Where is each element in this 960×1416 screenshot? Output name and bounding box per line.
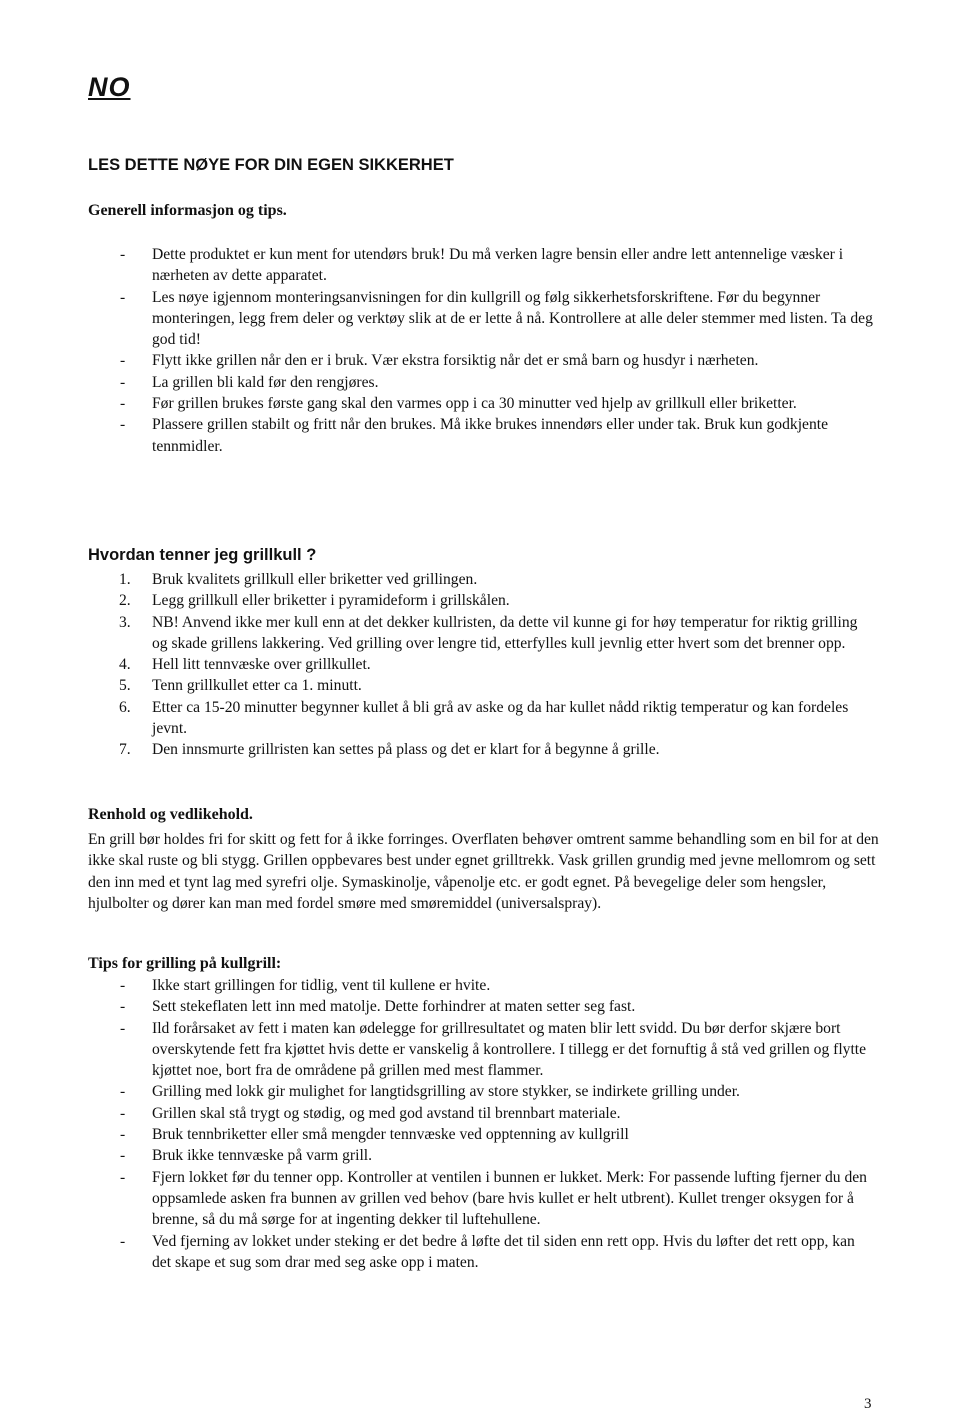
tips-list <box>0 975 960 1273</box>
step-text: Den innsmurte grillristen kan settes på plass og det er klart for å begynne å grille. <box>152 741 660 759</box>
list-item <box>0 1103 960 1124</box>
list-item <box>0 393 960 414</box>
list-item-text: Dette produktet er kun ment for utendørs bruk! Du må verken lagre bensin eller andre lett antennelige væsker i nærheten av dette apparatet. <box>152 246 844 285</box>
step-number: 1. <box>119 571 131 588</box>
bullet-dash: - <box>120 1147 126 1165</box>
general-info-heading: Generell informasjon og tips. <box>88 202 287 219</box>
lighting-heading: Hvordan tenner jeg grillkull ? <box>88 546 317 564</box>
step-number: 5. <box>119 677 131 695</box>
step-item <box>0 675 960 696</box>
tips-heading: Tips for grilling på kullgrill: <box>88 955 282 972</box>
cleaning-heading: Renhold og vedlikehold. <box>88 806 253 823</box>
bullet-dash: - <box>120 1019 126 1037</box>
list-item-text: Flytt ikke grillen når den er i bruk. Vær ekstra forsiktig når det er små barn og husdyr i nærheten. <box>152 352 759 370</box>
list-item <box>0 1124 960 1145</box>
step-number: 7. <box>119 741 131 759</box>
step-item <box>0 654 960 675</box>
list-item-text: Grillen skal stå trygt og stødig, og med god avstand til brennbart materiale. <box>152 1104 621 1122</box>
list-item-text: Bruk ikke tennvæske på varm grill. <box>152 1147 373 1165</box>
list-item-text: Sett stekeflaten lett inn med matolje. Dette forhindrer at maten setter seg fast. <box>152 998 636 1016</box>
step-item <box>0 612 960 655</box>
bullet-dash: - <box>120 373 126 391</box>
bullet-dash: - <box>120 1104 126 1122</box>
step-text: Tenn grillkullet etter ca 1. minutt. <box>152 677 362 695</box>
list-item-text: Grilling med lokk gir mulighet for langtidsgrilling av store stykker, se indirkete grilling under. <box>152 1083 740 1101</box>
list-item <box>0 414 960 457</box>
step-item <box>0 697 960 740</box>
bullet-dash: - <box>120 288 126 306</box>
list-item-text: La grillen bli kald før den rengjøres. <box>152 373 379 391</box>
list-item <box>0 287 960 351</box>
list-item <box>0 1145 960 1166</box>
step-number: 4. <box>119 656 131 674</box>
bullet-dash: - <box>120 1083 126 1101</box>
bullet-dash: - <box>120 1232 126 1250</box>
bullet-dash: - <box>120 395 126 413</box>
step-number: 2. <box>119 592 131 610</box>
general-info-list <box>0 244 960 457</box>
page-number: 3 <box>864 1396 872 1412</box>
bullet-dash: - <box>120 977 126 994</box>
list-item-text: Fjern lokket før du tenner opp. Kontroller at ventilen i bunnen er lukket. Merk: For passende lufting fjerner du den oppsamlede asken fra bunnen av grillen ved behov (bare hvis kullet er helt utbrent). Kullet trenger oksygen for å brenne, så du må sørge for at ingenting dekker til luftehullene. <box>152 1168 867 1229</box>
bullet-dash: - <box>120 416 126 434</box>
bullet-dash: - <box>120 998 126 1016</box>
bullet-dash: - <box>120 1126 126 1144</box>
step-text: Hell litt tennvæske over grillkullet. <box>152 656 371 674</box>
step-text: NB! Anvend ikke mer kull enn at det dekker kullristen, da dette vil kunne gi for høy temperatur for riktig grilling og skade grillens lakkering. Ved grilling over lengre tid, etterfylles kull jevnlig etter hvert som det brenner opp. <box>152 613 858 652</box>
bullet-dash: - <box>120 1168 126 1186</box>
list-item-text: Les nøye igjennom monteringsanvisningen for din kullgrill og følg sikkerhetsforskriftene. Før du begynner monteringen, legg frem deler og verktøy slik at de er lette å nå. Kontrollere at alle deler stemmer med listen. Ta deg god tid! <box>152 288 873 349</box>
list-item-text: Før grillen brukes første gang skal den varmes opp i ca 30 minutter ved hjelp av grillkull eller briketter. <box>152 395 797 413</box>
list-item <box>0 1018 960 1082</box>
lighting-steps-list <box>0 569 960 761</box>
list-item-text: Ved fjerning av lokket under steking er det bedre å løfte det til siden enn rett opp. Hvis du løfter det rett opp, kan det skape et sug som drar med seg aske opp i maten. <box>152 1232 855 1271</box>
step-number: 6. <box>119 698 131 716</box>
step-text: Bruk kvalitets grillkull eller briketter ved grillingen. <box>152 571 478 588</box>
list-item <box>0 996 960 1017</box>
bullet-dash: - <box>120 352 126 370</box>
list-item-text: Plassere grillen stabilt og fritt når den brukes. Må ikke brukes innendørs eller under tak. Bruk kun godkjente tennmidler. <box>152 416 828 455</box>
step-item <box>0 739 960 760</box>
list-item <box>0 1167 960 1231</box>
step-item <box>0 590 960 611</box>
list-item <box>0 1231 960 1274</box>
step-text: Legg grillkull eller briketter i pyramideform i grillskålen. <box>152 592 510 610</box>
language-code-heading: NO <box>88 72 131 102</box>
list-item <box>0 350 960 371</box>
list-item-text: Ikke start grillingen for tidlig, vent til kullene er hvite. <box>152 977 491 994</box>
step-text: Etter ca 15-20 minutter begynner kullet å bli grå av aske og da har kullet nådd riktig temperatur og kan fordeles jevnt. <box>152 698 849 738</box>
list-item-text: Bruk tennbriketter eller små mengder tennvæske ved opptenning av kullgrill <box>152 1126 629 1144</box>
bullet-dash: - <box>120 246 126 263</box>
cleaning-paragraph: En grill bør holdes fri for skitt og fett for å ikke forringes. Overflaten behøver omtrent samme behandling som en bil for at den ikke skal ruste og bli stygg. Grillen oppbevares best under egnet grilltrekk. Vask grillen grundig med jevne mellomrom og sett den inn med et tynt lag med syrefri olje. Symaskinolje, våpenolje etc. er godt egnet. På bevegelige deler som hengsler, hjulbolter og dører kan man med fordel smøre med smøremiddel (universalspray). <box>88 831 879 912</box>
step-item <box>0 569 960 590</box>
list-item <box>0 244 960 287</box>
step-number: 3. <box>119 613 131 631</box>
safety-title: LES DETTE NØYE FOR DIN EGEN SIKKERHET <box>88 156 454 174</box>
list-item-text: Ild forårsaket av fett i maten kan ødelegge for grillresultatet og maten blir lett svidd. Du bør derfor skjære bort overskytende fett fra kjøttet hvis dette er vanskelig å kontrollere. I tillegg er det fornuftig å stå ved grillen og flytte kjøttet noe, bort fra de områdene på grillen med mest flammer. <box>152 1019 867 1080</box>
list-item <box>0 372 960 393</box>
list-item <box>0 1081 960 1102</box>
list-item <box>0 975 960 996</box>
